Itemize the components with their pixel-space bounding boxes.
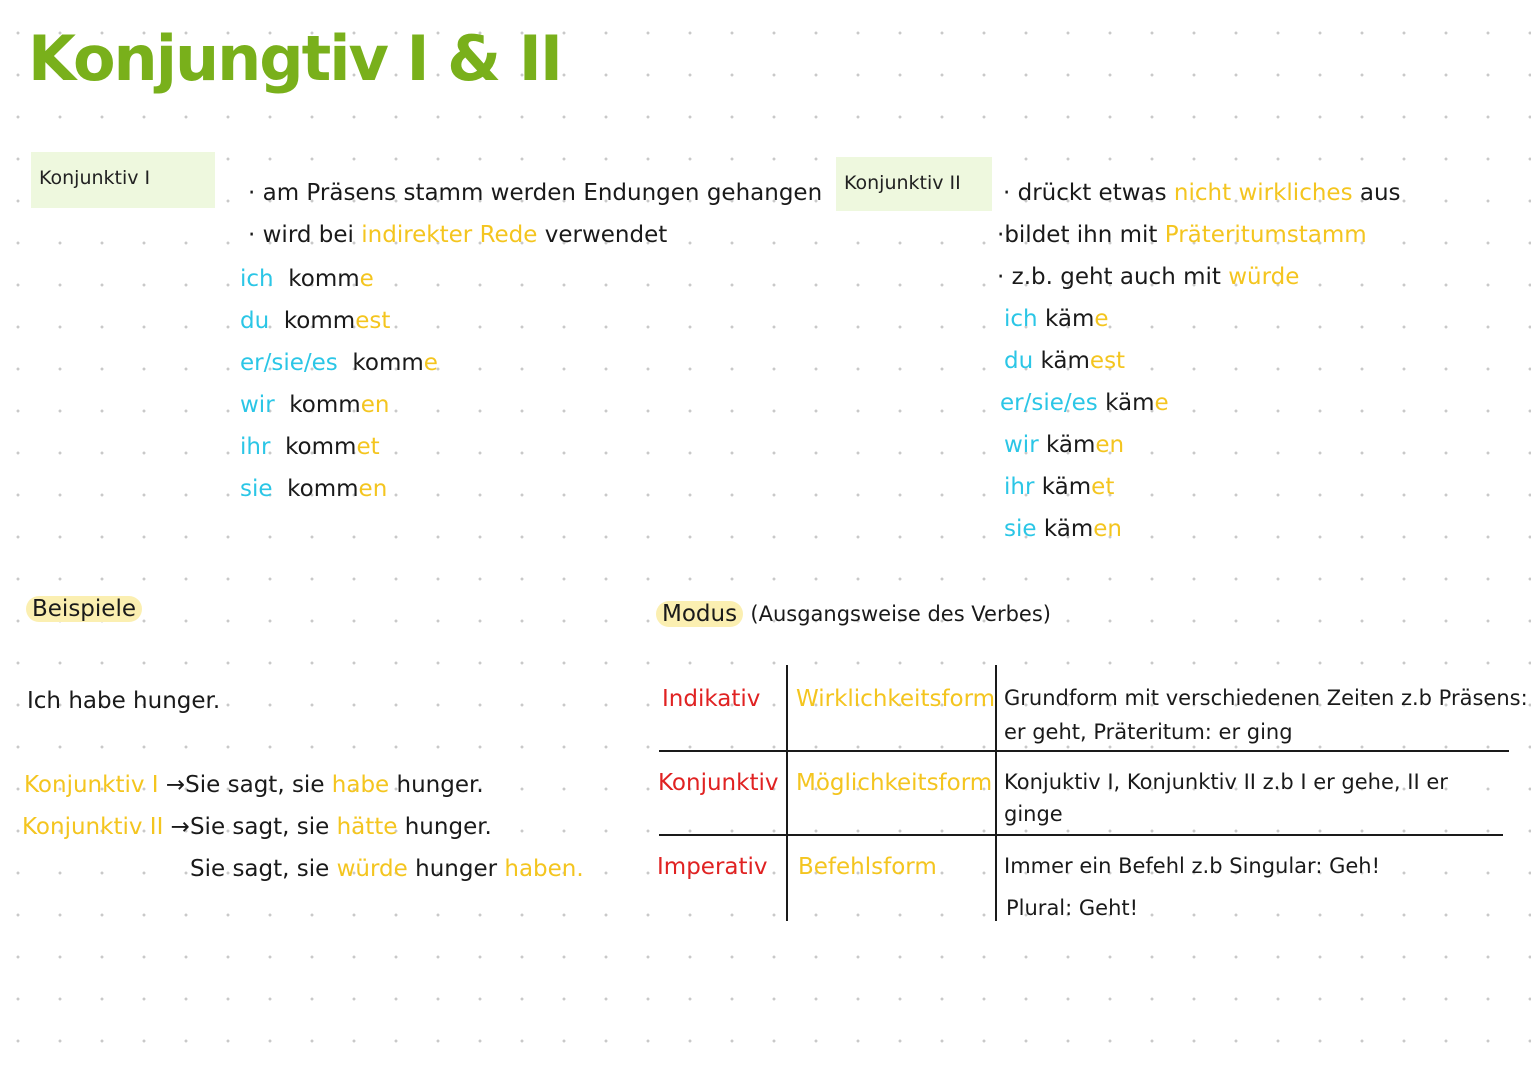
example-highlight: hätte [336,814,398,840]
k2-rule-1-text-a: drückt etwas [1017,180,1167,206]
example-highlight: würde [336,856,408,882]
k1-conj-row [240,350,438,376]
arrow-right-icon: → [170,814,190,840]
verb-stem: komm [287,476,359,502]
verb-ending: et [356,434,380,460]
k1-rule-2: · wird bei indirekter Rede verwendet [248,222,668,248]
modus-form: Wirklichkeitsform [796,686,996,712]
pronoun: ihr [1004,474,1035,500]
pronoun: du [240,308,270,334]
example-text: hunger. [396,772,484,798]
verb-ending: e [359,266,374,292]
verb-stem: käm [1045,432,1096,458]
beispiele-example-3 [190,856,584,882]
k2-rule-1: · drückt etwas nicht wirkliches aus [1003,180,1401,206]
k2-conj-row [1004,432,1124,458]
beispiele-example-2 [22,814,492,840]
pronoun: sie [1004,516,1037,542]
k1-rule-2-text-c: verwendet [544,222,668,248]
k2-conj-row [1004,306,1109,332]
modus-heading [656,601,1051,627]
example-label: Konjunktiv I [24,772,159,798]
verb-ending: e [423,350,438,376]
k1-rule-1: · am Präsens stamm werden Endungen gehangen [248,180,823,206]
modus-form: Befehlsform [798,854,937,880]
pronoun: wir [1004,432,1039,458]
k1-conj-row [240,266,374,292]
verb-ending: e [1154,390,1169,416]
pronoun: wir [240,392,275,418]
verb-ending: en [1093,516,1122,542]
verb-stem: komm [283,308,356,334]
example-highlight: habe [331,772,390,798]
konjunktiv-1-label: Konjunktiv I [31,152,215,208]
verb-stem: käm [1043,516,1094,542]
verb-stem: komm [288,266,360,292]
k2-conj-row [1004,474,1114,500]
example-label: Konjunktiv II [22,814,164,840]
beispiele-sentence: Ich habe hunger. [27,688,221,714]
k1-conj-row [240,392,389,418]
pronoun: er/sie/es [240,350,338,376]
k2-rule-2-text-a: bildet ihn mit [1004,222,1158,248]
verb-stem: käm [1041,474,1092,500]
modus-desc: ginge [1004,802,1063,826]
k2-rule-3-highlight: würde [1228,264,1300,290]
example-text: hunger. [404,814,492,840]
pronoun: er/sie/es [1000,390,1098,416]
k2-rule-2: ·bildet ihn mit Präteritumstamm [997,222,1367,248]
verb-stem: käm [1040,348,1090,374]
pronoun: ich [1004,306,1038,332]
k2-rule-1-text-c: aus [1359,180,1401,206]
verb-stem: komm [352,350,424,376]
k1-rule-2-text-a: wird bei [262,222,354,248]
modus-desc: Immer ein Befehl z.b Singular: Geh! [1004,854,1380,878]
example-highlight: haben. [504,856,584,882]
k2-rule-1-highlight: nicht wirkliches [1173,180,1353,206]
table-divider [659,834,1503,836]
verb-ending: est [1089,348,1126,374]
modus-desc: Plural: Geht! [1006,896,1139,920]
pronoun: du [1004,348,1034,374]
verb-stem: käm [1105,390,1155,416]
k1-rule-1-text: am Präsens stamm werden Endungen gehangen [262,180,823,206]
k2-conj-row [1004,516,1122,542]
table-divider [659,750,1509,752]
verb-stem: käm [1044,306,1095,332]
modus-name: Indikativ [662,686,761,712]
example-text: Sie sagt, sie [185,772,325,798]
modus-name: Konjunktiv [658,770,779,796]
modus-desc: Grundform mit verschiedenen Zeiten z.b Präsens: [1004,686,1528,710]
example-text: Sie sagt, sie [189,814,330,840]
modus-name: Imperativ [657,854,768,880]
pronoun: sie [240,476,273,502]
beispiele-heading [26,596,142,622]
verb-ending: en [360,392,390,418]
modus-subheading: (Ausgangsweise des Verbes) [750,602,1051,626]
verb-ending: et [1091,474,1115,500]
pronoun: ihr [240,434,271,460]
pronoun: ich [240,266,274,292]
modus-desc: Konjuktiv I, Konjunktiv II z.b I er gehe, II er [1004,770,1448,794]
k2-rule-2-highlight: Präteritumstamm [1164,222,1367,248]
k2-conj-row [1004,348,1125,374]
verb-ending: en [358,476,388,502]
k2-rule-3-text-a: z.b. geht auch mit [1011,264,1221,290]
k1-rule-2-highlight: indirekter Rede [361,222,538,248]
arrow-right-icon: → [165,772,186,798]
verb-stem: komm [285,434,357,460]
konjunktiv-2-label: Konjunktiv II [836,157,992,211]
example-text: Sie sagt, sie [190,856,330,882]
table-divider [995,665,997,921]
verb-ending: en [1095,432,1125,458]
verb-ending: est [355,308,391,334]
k1-conj-row [240,434,380,460]
modus-desc: er geht, Präteritum: er ging [1004,720,1293,744]
modus-form: Möglichkeitsform [796,770,993,796]
k1-conj-row [240,308,390,334]
verb-ending: e [1094,306,1109,332]
verb-stem: komm [289,392,361,418]
k2-rule-3: · z.b. geht auch mit würde [997,264,1300,290]
beispiele-example-1 [24,772,484,798]
example-text: hunger [415,856,498,882]
k2-conj-row [1000,390,1169,416]
table-divider [786,665,788,921]
modus-heading-text: Modus [656,601,743,627]
beispiele-heading-text: Beispiele [26,596,142,622]
k1-conj-row [240,476,387,502]
page-title: Konjungtiv I & II [28,22,561,95]
